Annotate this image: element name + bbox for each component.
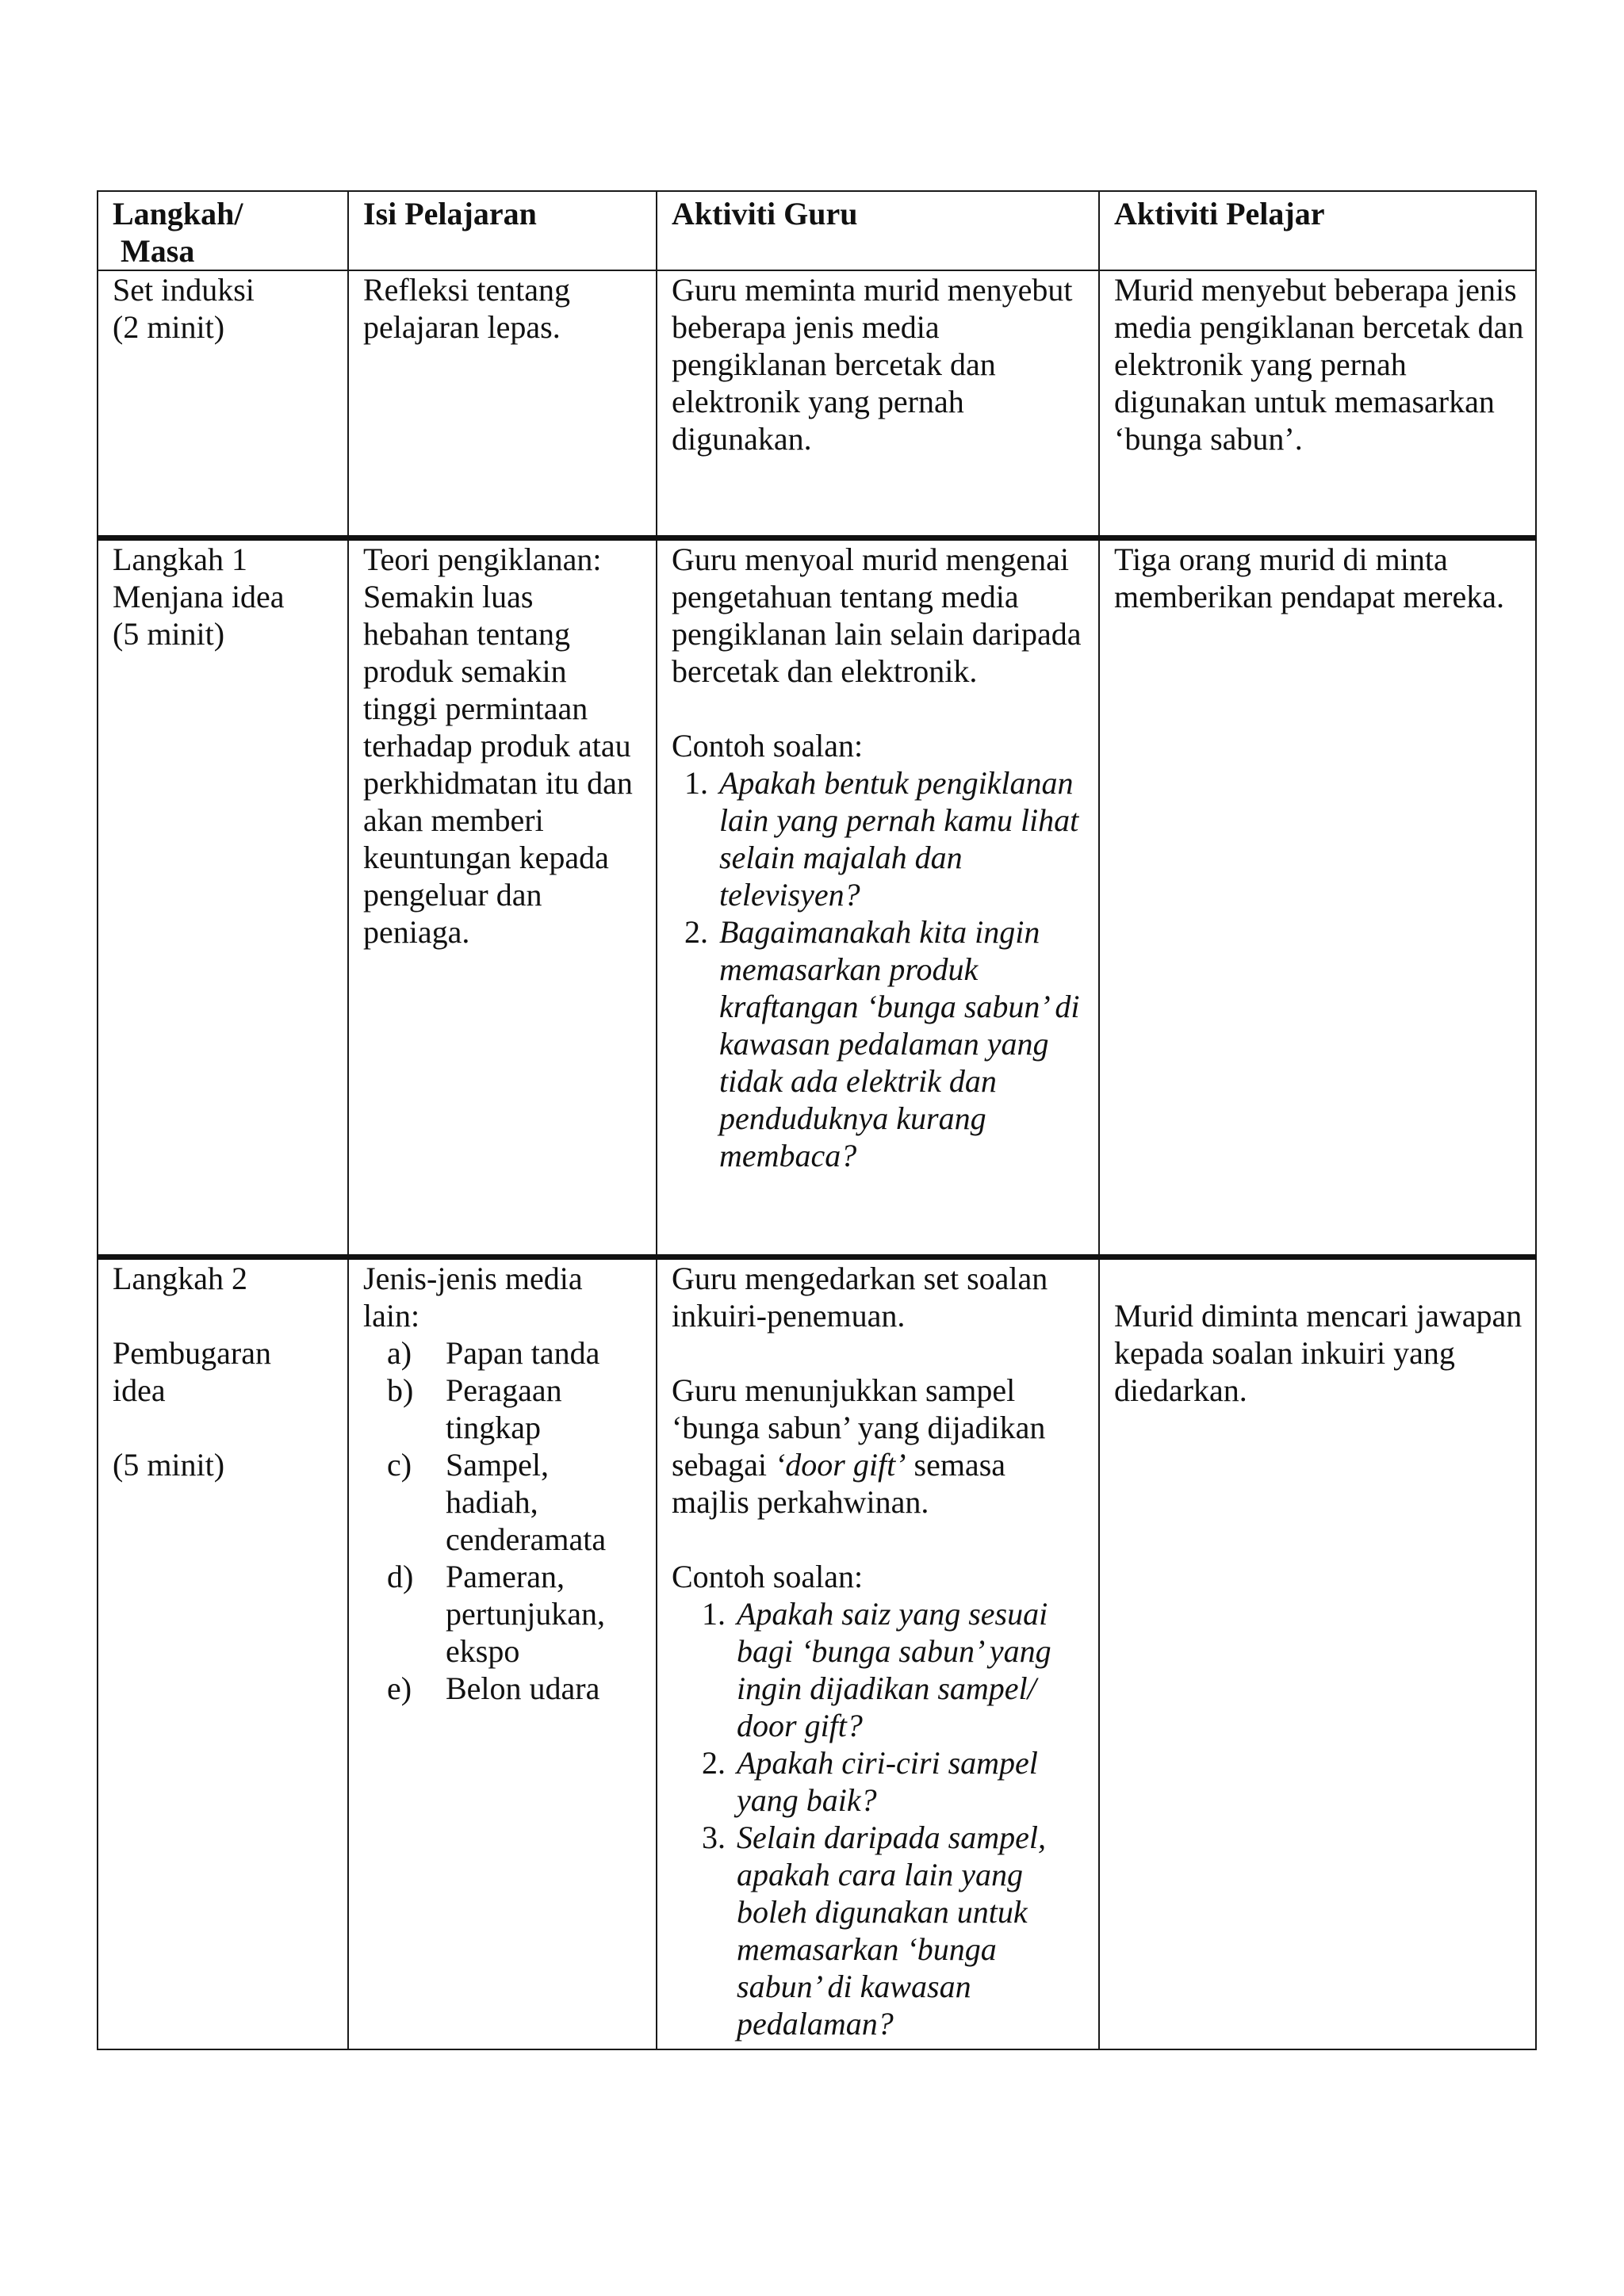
header-student bbox=[1099, 191, 1536, 270]
list-text: Papan tanda bbox=[446, 1334, 600, 1371]
question-item: 3. Selain daripada sampel, apakah cara lain yang boleh digunakan untuk memasarkan ‘bunga sabun’ di kawasan pedalaman? bbox=[733, 1819, 1087, 2042]
content-intro: Jenis-jenis media lain: bbox=[363, 1260, 583, 1334]
step-duration: (5 minit) bbox=[113, 615, 225, 652]
spacer bbox=[113, 1409, 336, 1446]
teacher-p2-italic: ‘door gift’ bbox=[774, 1446, 906, 1483]
spacer bbox=[113, 1297, 336, 1334]
spacer bbox=[672, 690, 1087, 727]
examples-label: Contoh soalan: bbox=[672, 1558, 864, 1594]
teacher-p1: Guru mengedarkan set soalan inkuiri-penemuan. bbox=[672, 1260, 1048, 1334]
step-cell bbox=[98, 270, 348, 538]
header-teacher-label: Aktiviti Guru bbox=[672, 196, 858, 232]
spacer bbox=[672, 1334, 1087, 1372]
question-item: 1. Apakah saiz yang sesuai bagi ‘bunga sabun’ yang ingin dijadikan sampel/ door gift? bbox=[733, 1595, 1087, 1744]
student-cell bbox=[1099, 1257, 1536, 2049]
student-cell bbox=[1099, 538, 1536, 1257]
step-subtitle-2: idea bbox=[113, 1372, 166, 1408]
list-item bbox=[363, 1446, 645, 1558]
step-cell bbox=[98, 1257, 348, 2049]
step-duration: (5 minit) bbox=[113, 1446, 225, 1483]
step-subtitle: Menjana idea bbox=[113, 578, 285, 614]
lesson-plan-table bbox=[97, 190, 1537, 2050]
list-item bbox=[363, 1670, 645, 1707]
list-item bbox=[363, 1334, 645, 1372]
header-row bbox=[98, 191, 1536, 270]
step-cell bbox=[98, 538, 348, 1257]
header-content bbox=[348, 191, 657, 270]
question-list bbox=[672, 1595, 1087, 2042]
list-letter: b) bbox=[387, 1372, 414, 1408]
step-title: Langkah 2 bbox=[113, 1260, 247, 1296]
content-text: Teori pengiklanan: Semakin luas hebahan tentang produk semakin tinggi permintaan terhadap produk atau perkhidmatan itu dan akan memberi keuntungan kepada pengeluar dan peniaga. bbox=[363, 541, 633, 950]
spacer bbox=[1114, 1260, 1524, 1297]
teacher-p2-post: semasa majlis perkahwinan. bbox=[672, 1446, 1006, 1520]
list-text: Sampel, hadiah, cenderamata bbox=[446, 1446, 607, 1557]
question-item: 1. Apakah bentuk pengiklanan lain yang pernah kamu lihat selain majalah dan televisyen? bbox=[716, 764, 1087, 913]
table-row bbox=[98, 538, 1536, 1257]
table-row bbox=[98, 270, 1536, 538]
header-step-line1: Langkah/ bbox=[113, 196, 243, 232]
teacher-p2-pre: Guru menunjukkan sampel ‘bunga sabun’ yang dijadikan sebagai bbox=[672, 1372, 1046, 1483]
list-item bbox=[363, 1558, 645, 1670]
student-text: Murid menyebut beberapa jenis media pengiklanan bercetak dan elektronik yang pernah digunakan untuk memasarkan ‘bunga sabun’. bbox=[1114, 272, 1524, 457]
teacher-cell bbox=[657, 1257, 1099, 2049]
content-text: Refleksi tentang pelajaran lepas. bbox=[363, 272, 571, 345]
step-title: Set induksi bbox=[113, 272, 255, 308]
student-text: Murid diminta mencari jawapan kepada soalan inkuiri yang diedarkan. bbox=[1114, 1297, 1522, 1408]
spacer bbox=[672, 1521, 1087, 1558]
list-letter: e) bbox=[387, 1670, 412, 1706]
list-letter: a) bbox=[387, 1334, 412, 1371]
teacher-text: Guru meminta murid menyebut beberapa jenis media pengiklanan bercetak dan elektronik yang pernah digunakan. bbox=[672, 272, 1073, 457]
question-item: 2. Apakah ciri-ciri sampel yang baik? bbox=[733, 1744, 1087, 1819]
table-row bbox=[98, 1257, 1536, 2049]
step-subtitle: Pembugaran bbox=[113, 1334, 271, 1371]
list-text: Pameran, pertunjukan, ekspo bbox=[446, 1558, 606, 1669]
teacher-intro: Guru menyoal murid mengenai pengetahuan tentang media pengiklanan lain selain daripada bercetak dan elektronik. bbox=[672, 541, 1082, 689]
list-letter: c) bbox=[387, 1446, 412, 1483]
question-list bbox=[672, 764, 1087, 1174]
header-content-label: Isi Pelajaran bbox=[363, 196, 537, 232]
header-step-line2: Masa bbox=[121, 233, 195, 269]
list-text: Belon udara bbox=[446, 1670, 600, 1706]
examples-label: Contoh soalan: bbox=[672, 727, 864, 763]
list-letter: d) bbox=[387, 1558, 414, 1594]
list-text: Peragaan tingkap bbox=[446, 1372, 562, 1445]
teacher-cell bbox=[657, 538, 1099, 1257]
list-item bbox=[363, 1372, 645, 1446]
content-cell bbox=[348, 1257, 657, 2049]
teacher-cell bbox=[657, 270, 1099, 538]
step-duration: (2 minit) bbox=[113, 309, 225, 345]
content-cell bbox=[348, 270, 657, 538]
student-text: Tiga orang murid di minta memberikan pendapat mereka. bbox=[1114, 541, 1504, 614]
media-list bbox=[363, 1334, 645, 1707]
header-step bbox=[98, 191, 348, 270]
header-student-label: Aktiviti Pelajar bbox=[1114, 196, 1325, 232]
question-item: 2. Bagaimanakah kita ingin memasarkan produk kraftangan ‘bunga sabun’ di kawasan pedalaman yang tidak ada elektrik dan penduduknya kurang membaca? bbox=[716, 913, 1087, 1174]
content-cell bbox=[348, 538, 657, 1257]
student-cell bbox=[1099, 270, 1536, 538]
teacher-p2 bbox=[672, 1372, 1087, 1521]
header-teacher bbox=[657, 191, 1099, 270]
step-title: Langkah 1 bbox=[113, 541, 247, 577]
